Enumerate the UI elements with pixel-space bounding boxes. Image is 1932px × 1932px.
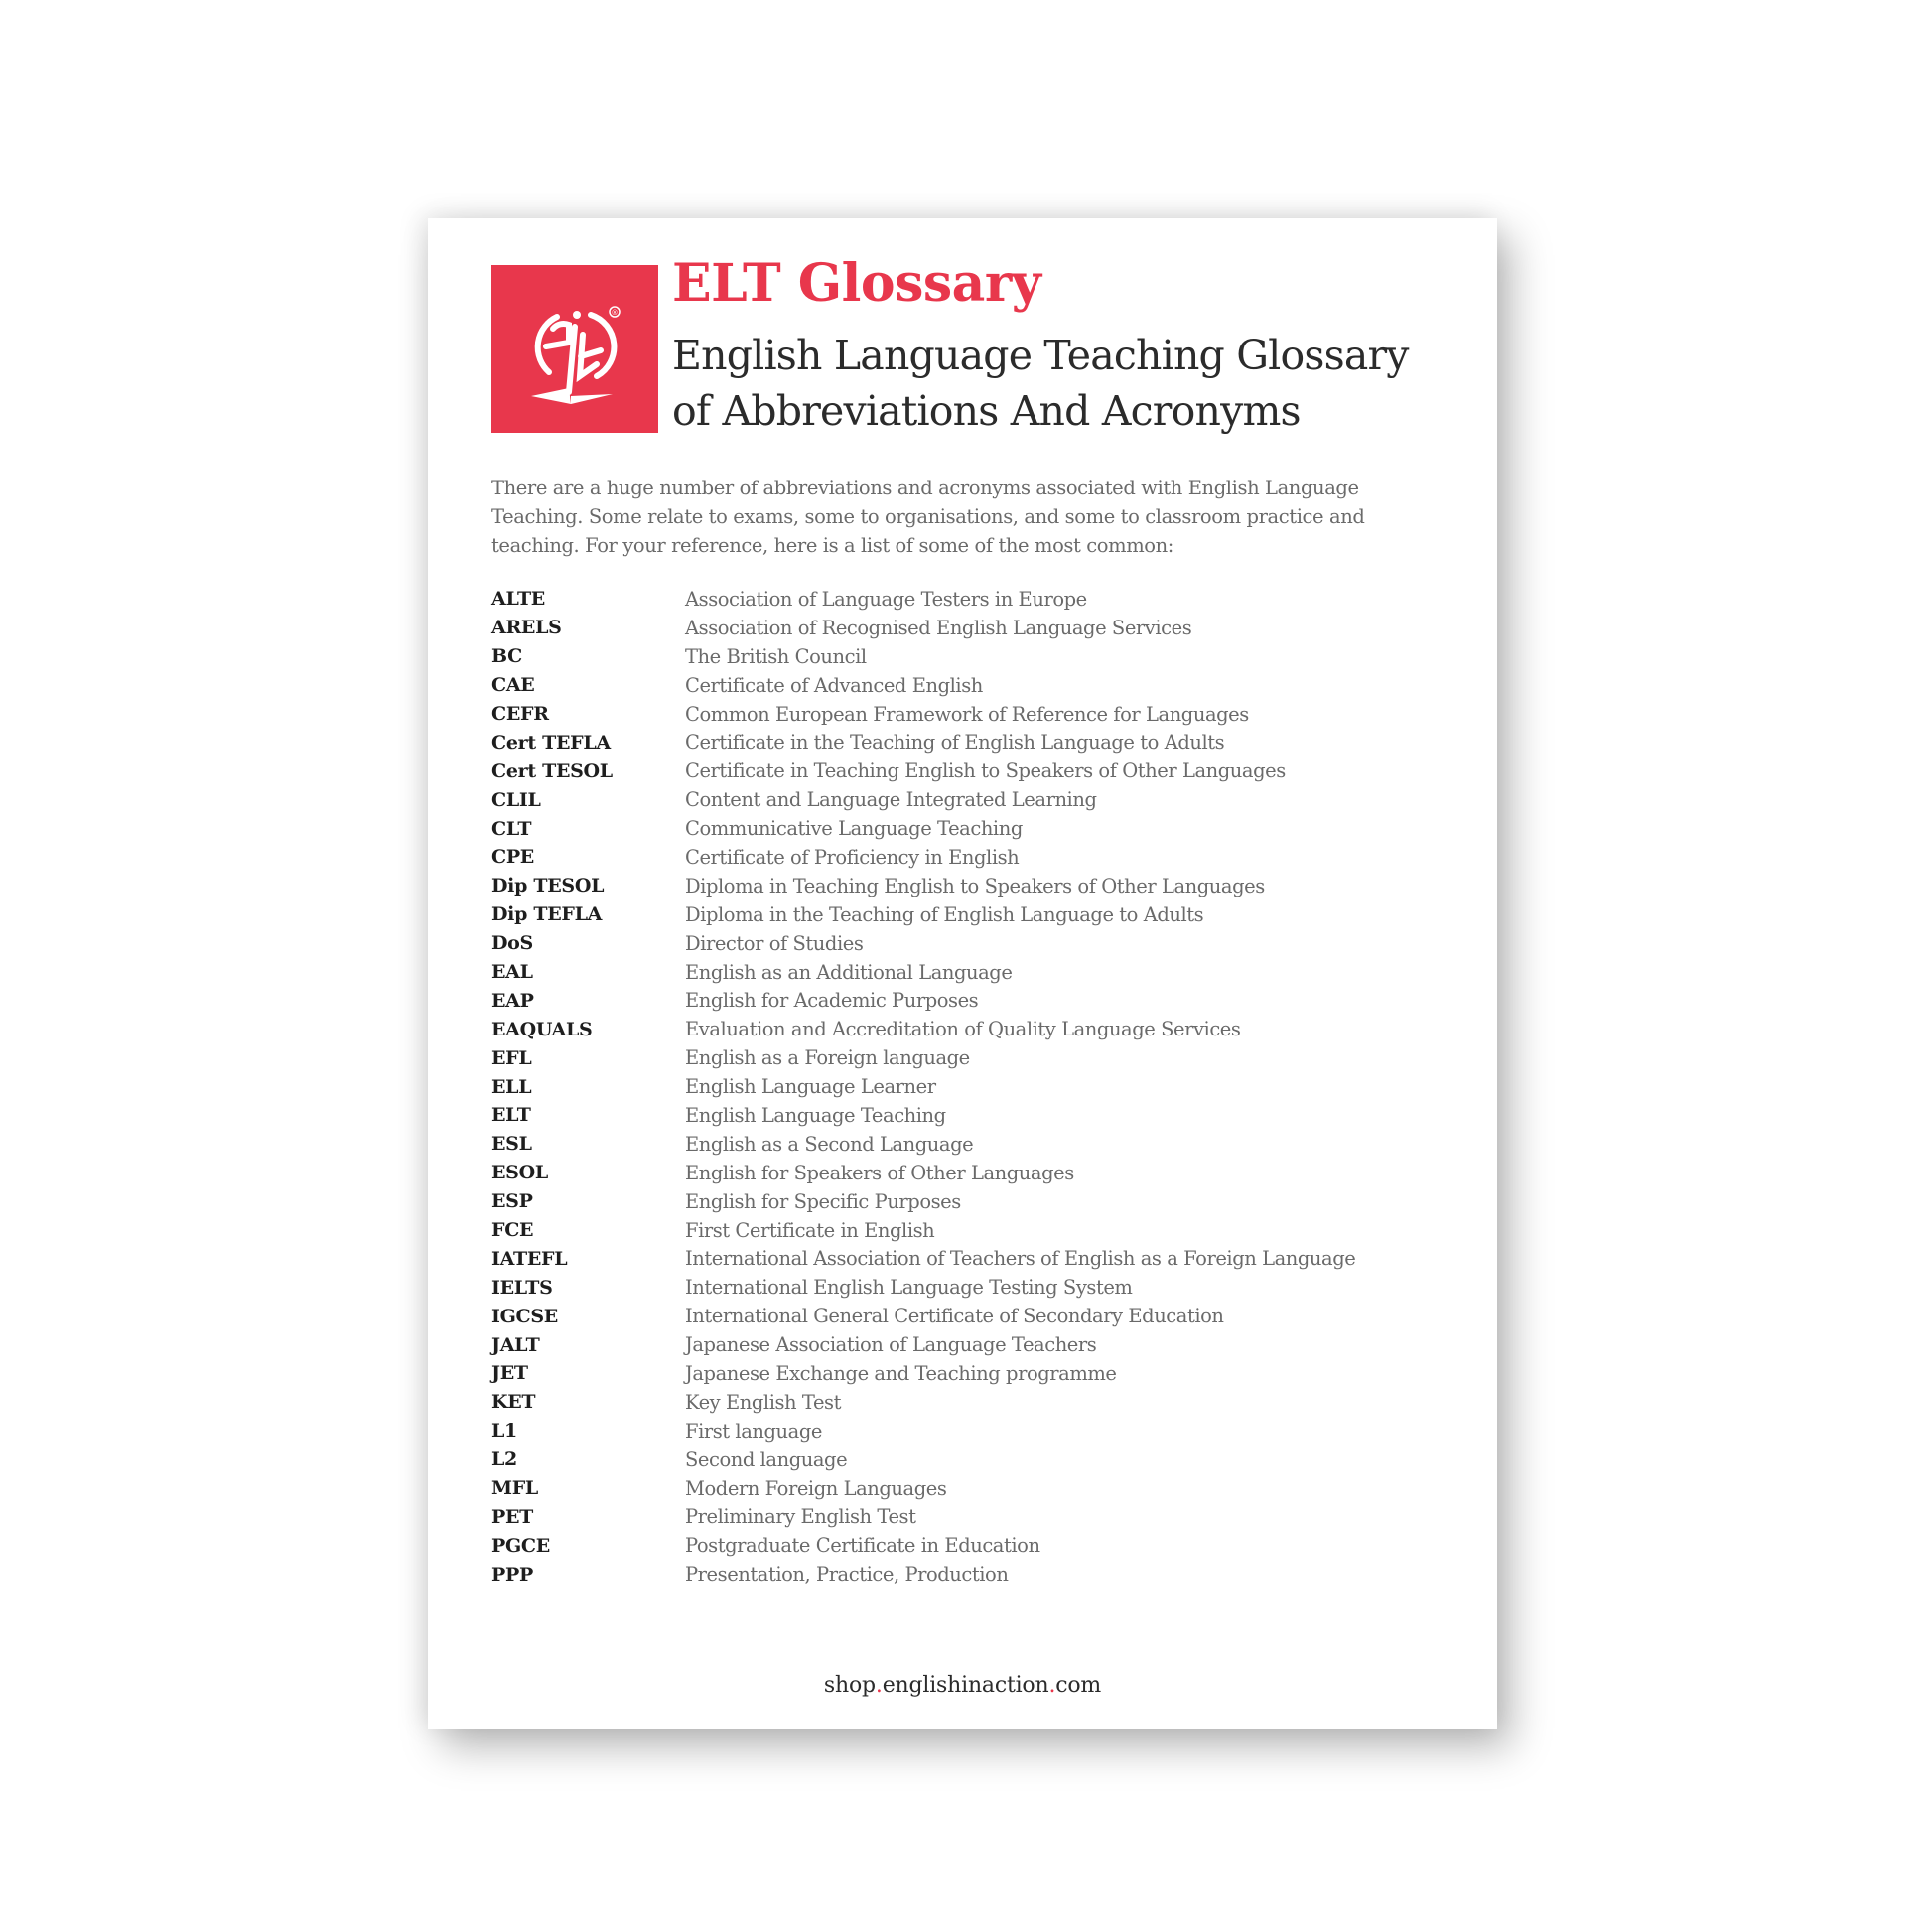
glossary-definition: International General Certificate of Secondary Education xyxy=(685,1305,1224,1328)
footer-url-part-3: com xyxy=(1055,1673,1102,1698)
glossary-definition: Common European Framework of Reference for Languages xyxy=(685,702,1249,726)
brand-logo xyxy=(491,265,658,433)
glossary-abbreviation: MFL xyxy=(491,1477,538,1500)
glossary-definition: English as a Foreign language xyxy=(685,1046,970,1070)
glossary-abbreviation: JET xyxy=(491,1362,528,1385)
glossary-definition: Modern Foreign Languages xyxy=(685,1476,947,1500)
glossary-abbreviation: DoS xyxy=(491,932,533,955)
glossary-definition: Association of Language Testers in Europe xyxy=(685,587,1087,611)
glossary-abbreviation: PGCE xyxy=(491,1534,550,1557)
glossary-row xyxy=(491,1244,1445,1273)
glossary-abbreviation: ALTE xyxy=(491,588,545,611)
glossary-definition: Association of Recognised English Language Services xyxy=(685,616,1192,639)
glossary-abbreviation: CEFR xyxy=(491,703,549,725)
glossary-definition: Diploma in Teaching English to Speakers of Other Languages xyxy=(685,874,1265,897)
glossary-row xyxy=(491,1388,1445,1417)
glossary-definition: First language xyxy=(685,1419,822,1443)
glossary-row xyxy=(491,1187,1445,1216)
glossary-abbreviation: ELL xyxy=(491,1075,532,1098)
glossary-definition: The British Council xyxy=(685,644,867,668)
footer-url xyxy=(428,1673,1497,1698)
glossary-definition: Director of Studies xyxy=(685,931,864,955)
glossary-abbreviation: EAP xyxy=(491,989,534,1012)
glossary-list xyxy=(491,585,1445,1588)
glossary-abbreviation: PET xyxy=(491,1505,534,1528)
glossary-row xyxy=(491,642,1445,671)
glossary-definition: First Certificate in English xyxy=(685,1218,935,1242)
globe-ei-logo-icon xyxy=(491,265,658,433)
glossary-row xyxy=(491,1560,1445,1588)
glossary-abbreviation: JALT xyxy=(491,1333,540,1356)
footer-url-part-2: englishinaction xyxy=(882,1673,1049,1698)
glossary-abbreviation: IATEFL xyxy=(491,1247,568,1270)
glossary-row xyxy=(491,986,1445,1015)
glossary-definition: English Language Learner xyxy=(685,1075,936,1099)
glossary-abbreviation: ESP xyxy=(491,1190,533,1213)
glossary-definition: Japanese Exchange and Teaching programme xyxy=(685,1361,1117,1385)
intro-paragraph: There are a huge number of abbreviations and acronyms associated with English Language Teaching. Some relate to exams, some to organisations, and some to classroom practice and teaching. For your reference, here is a list of some of the most common: xyxy=(491,477,1365,557)
glossary-row xyxy=(491,1101,1445,1130)
glossary-definition: English for Specific Purposes xyxy=(685,1189,961,1213)
glossary-abbreviation: CAE xyxy=(491,674,535,697)
glossary-abbreviation: IELTS xyxy=(491,1276,553,1299)
glossary-definition: English as an Additional Language xyxy=(685,960,1013,984)
glossary-definition: Evaluation and Accreditation of Quality Language Services xyxy=(685,1018,1241,1041)
glossary-abbreviation: CLIL xyxy=(491,788,541,811)
glossary-row xyxy=(491,1474,1445,1503)
glossary-row xyxy=(491,757,1445,785)
glossary-row xyxy=(491,671,1445,700)
glossary-row xyxy=(491,1503,1445,1532)
glossary-row xyxy=(491,1531,1445,1560)
glossary-row xyxy=(491,929,1445,958)
glossary-row xyxy=(491,585,1445,614)
svg-text:®: ® xyxy=(611,309,619,317)
glossary-row xyxy=(491,814,1445,843)
glossary-abbreviation: EFL xyxy=(491,1046,532,1069)
glossary-definition: Content and Language Integrated Learning xyxy=(685,788,1097,812)
glossary-abbreviation: Dip TEFLA xyxy=(491,903,603,926)
glossary-abbreviation: Dip TESOL xyxy=(491,875,605,897)
footer-url-dot-2: . xyxy=(1048,1673,1056,1698)
glossary-definition: English for Academic Purposes xyxy=(685,989,979,1013)
glossary-definition: English for Speakers of Other Languages xyxy=(685,1161,1074,1184)
glossary-definition: Presentation, Practice, Production xyxy=(685,1563,1009,1587)
glossary-abbreviation: ESOL xyxy=(491,1162,548,1184)
glossary-row xyxy=(491,1130,1445,1159)
glossary-abbreviation: ARELS xyxy=(491,617,562,639)
glossary-abbreviation: CLT xyxy=(491,817,532,840)
glossary-abbreviation: L2 xyxy=(491,1449,517,1471)
glossary-definition: Diploma in the Teaching of English Language to Adults xyxy=(685,902,1204,926)
glossary-row xyxy=(491,958,1445,987)
glossary-definition: Japanese Association of Language Teachers xyxy=(685,1333,1097,1357)
glossary-row xyxy=(491,728,1445,757)
glossary-row xyxy=(491,843,1445,872)
glossary-abbreviation: FCE xyxy=(491,1219,534,1242)
glossary-abbreviation: Cert TEFLA xyxy=(491,731,611,754)
glossary-row xyxy=(491,1159,1445,1187)
glossary-row xyxy=(491,785,1445,814)
glossary-definition: International English Language Testing System xyxy=(685,1276,1133,1300)
subtitle-line-2: of Abbreviations And Acronyms xyxy=(672,387,1301,435)
glossary-abbreviation: ESL xyxy=(491,1133,532,1156)
glossary-definition: Certificate of Proficiency in English xyxy=(685,845,1020,869)
subtitle-line-1: English Language Teaching Glossary xyxy=(672,332,1409,379)
glossary-definition: English as a Second Language xyxy=(685,1132,974,1156)
glossary-row xyxy=(491,1446,1445,1474)
glossary-abbreviation: Cert TESOL xyxy=(491,759,613,782)
glossary-definition: English Language Teaching xyxy=(685,1103,946,1127)
glossary-row xyxy=(491,700,1445,729)
glossary-definition: Communicative Language Teaching xyxy=(685,817,1023,841)
glossary-abbreviation: ELT xyxy=(491,1104,531,1127)
glossary-row xyxy=(491,1043,1445,1072)
glossary-abbreviation: CPE xyxy=(491,846,534,869)
glossary-abbreviation: PPP xyxy=(491,1563,533,1586)
glossary-definition: Certificate of Advanced English xyxy=(685,673,983,697)
glossary-definition: Preliminary English Test xyxy=(685,1505,916,1529)
glossary-abbreviation: BC xyxy=(491,645,522,668)
glossary-row xyxy=(491,1072,1445,1101)
glossary-abbreviation: EAL xyxy=(491,961,533,984)
glossary-definition: Certificate in the Teaching of English Language to Adults xyxy=(685,731,1225,755)
glossary-sheet xyxy=(428,218,1497,1729)
glossary-row xyxy=(491,1216,1445,1245)
glossary-definition: Second language xyxy=(685,1448,848,1471)
glossary-row xyxy=(491,1359,1445,1388)
glossary-abbreviation: IGCSE xyxy=(491,1305,558,1327)
glossary-abbreviation: L1 xyxy=(491,1420,517,1443)
footer-url-dot-1: . xyxy=(875,1673,883,1698)
glossary-definition: International Association of Teachers of English as a Foreign Language xyxy=(685,1247,1356,1271)
glossary-row xyxy=(491,872,1445,900)
glossary-row xyxy=(491,900,1445,929)
glossary-abbreviation: KET xyxy=(491,1391,536,1414)
glossary-row xyxy=(491,1302,1445,1330)
glossary-row xyxy=(491,1330,1445,1359)
glossary-row xyxy=(491,614,1445,642)
glossary-row xyxy=(491,1417,1445,1446)
glossary-definition: Certificate in Teaching English to Speakers of Other Languages xyxy=(685,759,1286,783)
page-subtitle xyxy=(672,328,1409,439)
page-title: ELT Glossary xyxy=(672,253,1041,314)
glossary-definition: Postgraduate Certificate in Education xyxy=(685,1534,1040,1558)
footer-url-part-1: shop xyxy=(823,1673,876,1698)
glossary-row xyxy=(491,1015,1445,1043)
glossary-row xyxy=(491,1273,1445,1302)
glossary-definition: Key English Test xyxy=(685,1390,841,1414)
glossary-abbreviation: EAQUALS xyxy=(491,1018,593,1040)
